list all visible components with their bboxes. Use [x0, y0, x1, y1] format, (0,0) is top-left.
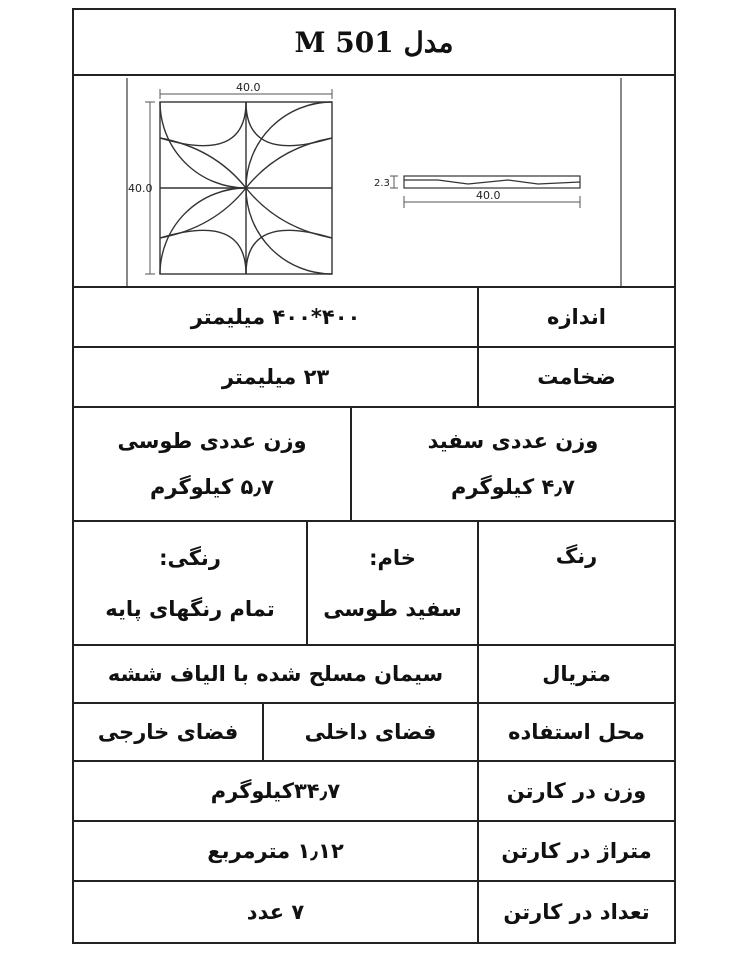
weight-grey-label: وزن عددی طوسی — [117, 429, 307, 453]
carton-count-value: ۷ عدد — [246, 900, 305, 924]
star-arc-4 — [246, 230, 332, 274]
weight-grey-cell — [74, 408, 350, 520]
star-arc-3 — [160, 230, 246, 274]
star-arc-2 — [246, 102, 332, 146]
drawing-row — [74, 76, 674, 288]
thickness-value: ۲۳ میلیمتر — [221, 365, 330, 389]
thickness-label: ضخامت — [537, 365, 616, 389]
color-raw-cell — [308, 522, 477, 644]
color-colored-cell — [74, 522, 306, 644]
weight-row — [74, 408, 674, 522]
size-row — [74, 288, 674, 348]
color-label: رنگ — [555, 544, 598, 568]
color-raw-value: سفید طوسی — [323, 596, 462, 621]
side-thickness-label: 2.3 — [374, 178, 390, 189]
carton-weight-value: ۳۴٫۷کیلوگرم — [210, 779, 341, 803]
star-arc-1 — [160, 102, 246, 146]
side-view — [404, 176, 580, 188]
front-height-label: 40.0 — [128, 182, 153, 195]
tile-drawing-svg — [128, 78, 620, 282]
carton-count-row — [74, 882, 674, 942]
carton-area-label: متراژ در کارتن — [501, 839, 652, 863]
page-title: مدل M 501 — [294, 25, 454, 59]
weight-white-cell — [352, 408, 674, 520]
title-row — [74, 10, 674, 76]
carton-area-value: ۱٫۱۲ مترمربع — [207, 839, 344, 863]
usage-indoor: فضای داخلی — [304, 720, 437, 744]
material-row — [74, 646, 674, 704]
carton-weight-label: وزن در کارتن — [506, 779, 647, 803]
technical-drawing — [126, 78, 622, 286]
front-width-label: 40.0 — [236, 81, 261, 94]
size-value: ۴۰۰*۴۰۰ میلیمتر — [190, 305, 361, 329]
material-value: سیمان مسلح شده با الیاف ششه — [107, 662, 444, 686]
size-label: اندازه — [547, 305, 606, 329]
color-colored-value: تمام رنگهای پایه — [105, 596, 275, 621]
usage-label: محل استفاده — [508, 720, 645, 744]
weight-white-value: ۴٫۷ کیلوگرم — [451, 475, 575, 499]
usage-outdoor: فضای خارجی — [97, 720, 239, 744]
side-relief-line — [404, 180, 580, 184]
color-colored-label: رنگی: — [159, 545, 221, 570]
color-row — [74, 522, 674, 646]
material-label: متریال — [542, 662, 611, 686]
weight-grey-value: ۵٫۷ کیلوگرم — [150, 475, 274, 499]
usage-row — [74, 704, 674, 762]
carton-count-label: تعداد در کارتن — [503, 900, 650, 924]
spec-sheet — [72, 8, 676, 944]
color-raw-label: خام: — [369, 545, 416, 570]
carton-area-row — [74, 822, 674, 882]
weight-white-label: وزن عددی سفید — [427, 429, 599, 453]
thickness-row — [74, 348, 674, 408]
front-view — [160, 102, 332, 274]
carton-weight-row — [74, 762, 674, 822]
side-width-label: 40.0 — [476, 189, 501, 202]
